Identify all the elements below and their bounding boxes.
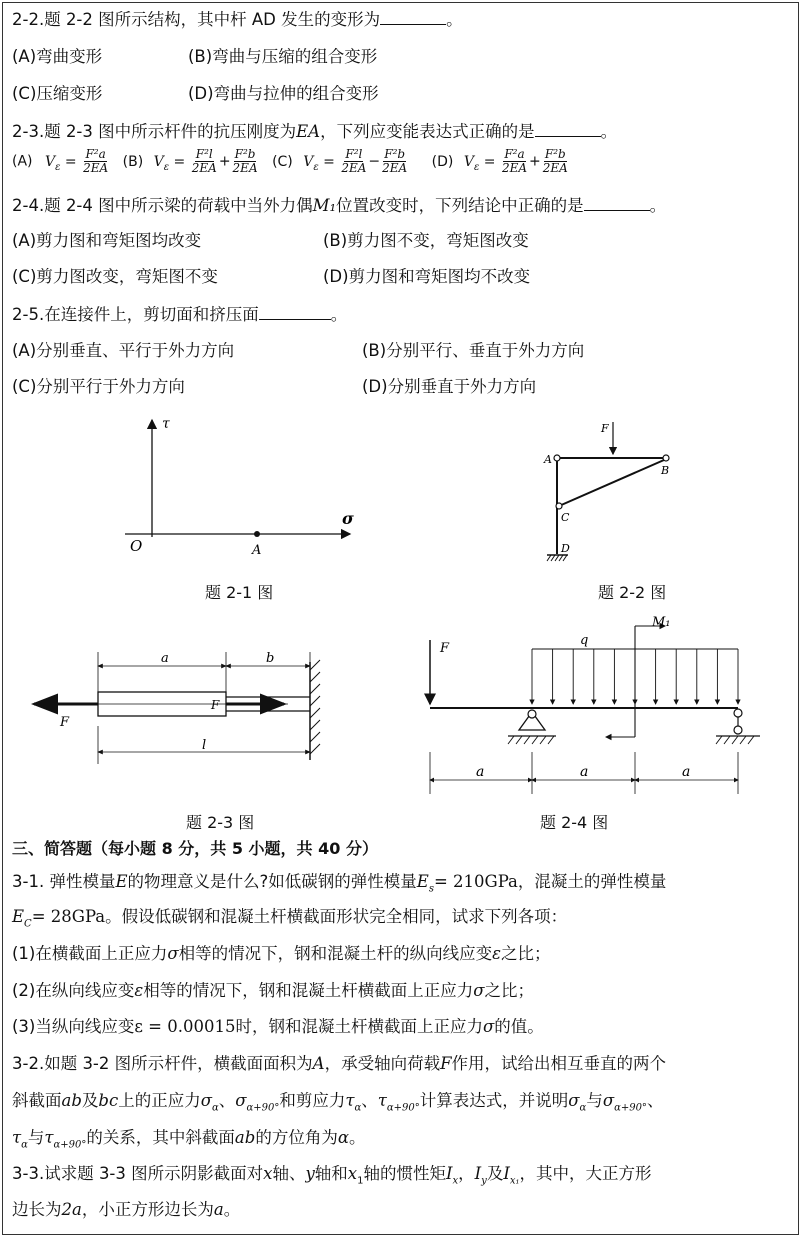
svg-text:a: a xyxy=(580,764,589,780)
q23-options: (A) $V_\varepsilon$ = $\frac{\text{F²a}}{2EA}$ (B) $V_\varepsilon$ = $\frac{\text{F²l}}{2EA}$ + $\frac{\text{F²b}}{2EA}$ (C) $V_\varepsilon$ = $\frac{\text{F²l}}{2EA}$ − $\frac{\text{F²b}}{2EA}$ (D) $V_\varepsilon$ = $\frac{\text{F²a}}{2EA}$ + $\frac{\text{F²b}}{2EA}$ xyxy=(12,147,568,175)
q22-option-c: (C)压缩变形 xyxy=(12,84,103,103)
q22-option-a: (A)弯曲变形 xyxy=(12,47,103,66)
wall-hatch xyxy=(310,660,320,754)
svg-text:a: a xyxy=(476,764,485,780)
section-3-title: 三、简答题（每小题 8 分，共 5 小题，共 40 分） xyxy=(12,839,378,858)
svg-text:A: A xyxy=(252,543,262,558)
figure-2-2 xyxy=(530,418,690,568)
q22-option-b: (B)弯曲与压缩的组合变形 xyxy=(188,47,378,66)
q25-option-a: (A)分别垂直、平行于外力方向 xyxy=(12,341,235,360)
figure-2-2-caption: 题 2-2 图 xyxy=(598,583,667,602)
q31-part1: (1)在横截面上正应力σ相等的情况下，钢和混凝土杆的纵向线应变ε之比； xyxy=(12,944,551,963)
q25-option-d: (D)分别垂直于外力方向 xyxy=(362,377,537,396)
svg-text:F: F xyxy=(211,698,220,712)
q33-line2: 边长为2a，小正方形边长为a。 xyxy=(12,1200,241,1219)
answer-blank[interactable] xyxy=(259,303,331,320)
svg-text:A: A xyxy=(544,453,552,466)
q32-line3: $\tau_\alpha$与$\tau_{\alpha+90^\circ}$的关系，其中斜截面ab的方位角为α。 xyxy=(12,1128,366,1151)
strut-cb xyxy=(559,460,664,506)
figure-2-4-caption: 题 2-4 图 xyxy=(540,813,609,832)
q25-option-c: (C)分别平行于外力方向 xyxy=(12,377,185,396)
q25-stem: 2-5.在连接件上，剪切面和挤压面 。 xyxy=(12,305,348,324)
answer-blank[interactable] xyxy=(535,120,601,137)
q23-stem: 2-3.题 2-3 图中所示杆件的抗压刚度为EA，下列应变能表达式正确的是 。 xyxy=(12,122,618,141)
figure-2-1-caption: 题 2-1 图 xyxy=(205,583,274,602)
svg-text:O: O xyxy=(130,537,143,555)
svg-text:σ: σ xyxy=(342,509,354,528)
q24-stem: 2-4.题 2-4 图中所示梁的荷载中当外力偶M₁位置改变时，下列结论中正确的是 。 xyxy=(12,196,667,215)
svg-text:a: a xyxy=(161,651,169,666)
svg-text:b: b xyxy=(266,651,275,666)
q31-part2: (2)在纵向线应变ε相等的情况下，钢和混凝土杆横截面上正应力σ之比； xyxy=(12,981,534,1000)
figure-2-4 xyxy=(420,612,760,802)
q32-line1: 3-2.如题 3-2 图所示杆件，横截面面积为A，承受轴向荷载F作用，试给出相互垂直的两个 xyxy=(12,1054,667,1073)
answer-blank[interactable] xyxy=(584,194,650,211)
q22-stem: 2-2.题 2-2 图所示结构，其中杆 AD 发生的变形为 。 xyxy=(12,10,463,29)
q31-line1: 3-1. 弹性模量E的物理意义是什么?如低碳钢的弹性模量$E_s= 210GPa$，混凝土的弹性模量 xyxy=(12,872,667,895)
q24-option-b: (B)剪力图不变，弯矩图改变 xyxy=(323,231,529,250)
svg-text:τ: τ xyxy=(162,416,170,432)
q22-option-d: (D)弯曲与拉伸的组合变形 xyxy=(188,84,379,103)
svg-text:q: q xyxy=(580,633,589,648)
q33-line1: 3-3.试求题 3-3 图所示阴影截面对x轴、y轴和$x_1$轴的惯性矩$I_x$，$I_y$及$I_{x_1}$，其中，大正方形 xyxy=(12,1164,652,1187)
roller-support xyxy=(734,709,742,717)
svg-text:B: B xyxy=(661,464,670,477)
svg-text:M₁: M₁ xyxy=(652,615,671,630)
point-a xyxy=(254,531,260,537)
figure-2-3-caption: 题 2-3 图 xyxy=(186,813,255,832)
q32-line2: 斜截面ab及bc上的正应力$\sigma_\alpha$、$\sigma_{\alpha+90^\circ}$和剪应力$\tau_\alpha$、$\tau_{\alpha+90^\circ}$计算表达式，并说明$\sigma_\alpha$与$\sigma_{\alpha+90^\circ}$、 xyxy=(12,1091,664,1114)
svg-text:F: F xyxy=(440,641,450,656)
svg-text:a: a xyxy=(682,764,691,780)
q25-option-b: (B)分别平行、垂直于外力方向 xyxy=(362,341,585,360)
figure-2-3 xyxy=(28,640,328,770)
answer-blank[interactable] xyxy=(380,8,446,25)
figure-2-1 xyxy=(110,412,370,562)
q24-option-c: (C)剪力图改变，弯矩图不变 xyxy=(12,267,218,286)
q24-option-a: (A)剪力图和弯矩图均改变 xyxy=(12,231,202,250)
q31-part3: (3)当纵向线应变ε = 0.00015时，钢和混凝土杆横截面上正应力σ的值。 xyxy=(12,1017,544,1036)
q24-option-d: (D)剪力图和弯矩图均不改变 xyxy=(323,267,531,286)
formula-fraction: $\frac{\text{F²a}}{2EA}$ xyxy=(83,147,109,175)
svg-text:F: F xyxy=(60,715,70,730)
svg-text:F: F xyxy=(601,422,609,435)
q31-line2: $E_C= 28GPa$。假设低碳钢和混凝土杆横截面形状完全相同，试求下列各项： xyxy=(12,907,568,930)
svg-text:D: D xyxy=(561,542,570,555)
svg-text:C: C xyxy=(561,511,570,524)
fixed-support-hatch xyxy=(547,555,567,561)
svg-text:l: l xyxy=(202,738,207,753)
